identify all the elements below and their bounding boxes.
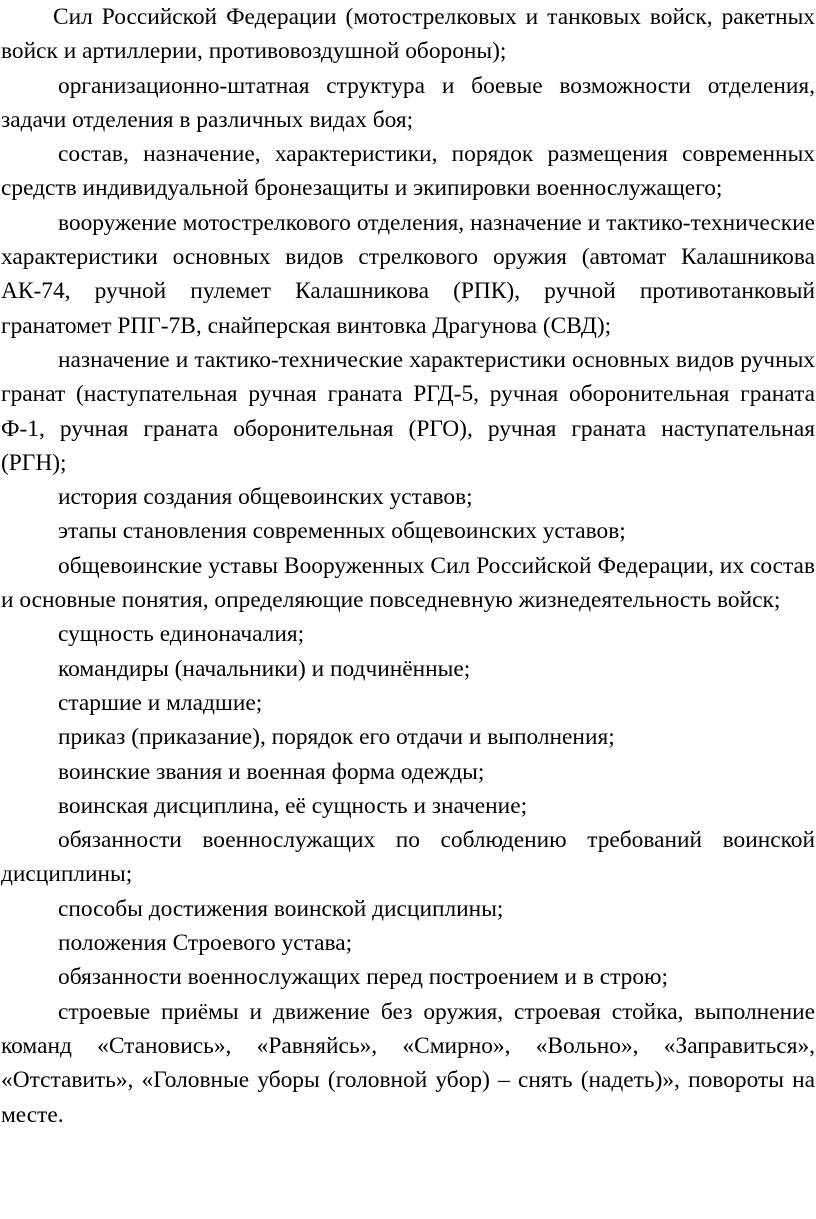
paragraph: вооружение мотострелкового отделения, назначение и тактико-технические характеристики основных видов стрелкового оружия (автомат Калашникова АК-74, ручной пулемет Калашникова (РПК), ручной противотанковый гранатомет РПГ-7В, снайперская винтовка Драгунова (СВД);: [1, 209, 815, 339]
paragraph: строевые приёмы и движение без оружия, строевая стойка, выполнение команд «Становись», «Равняйсь», «Смирно», «Вольно», «Заправиться», «Отставить», «Головные уборы (головной убор) – снять (надеть)», повороты на месте.: [1, 998, 815, 1128]
paragraph: старшие и младшие;: [58, 689, 263, 716]
paragraph: способы достижения воинской дисциплины;: [58, 895, 504, 922]
paragraph: назначение и тактико-технические характеристики основных видов ручных гранат (наступательная ручная граната РГД-5, ручная оборонительная граната Ф-1, ручная граната оборонительная (РГО), ручная граната наступательная (РГН);: [1, 346, 815, 476]
paragraph: приказ (приказание), порядок его отдачи и выполнения;: [58, 724, 615, 751]
paragraph: общевоинские уставы Вооруженных Сил Российской Федерации, их состав и основные понятия, определяющие повседневную жизнедеятельность войск;: [1, 552, 815, 614]
paragraph: история создания общевоинских уставов;: [58, 484, 473, 511]
paragraph: сущность единоначалия;: [58, 621, 305, 648]
paragraph: воинские звания и военная форма одежды;: [58, 758, 485, 785]
paragraph: обязанности военнослужащих по соблюдению требований воинской дисциплины;: [1, 827, 815, 888]
paragraph-continuation: Сил Российской Федерации (мотострелковых и танковых войск, ракетных войск и артиллерии, противовоздушной обороны);: [1, 4, 815, 65]
paragraph: этапы становления современных общевоинских уставов;: [58, 518, 626, 545]
paragraph: состав, назначение, характеристики, порядок размещения современных средств индивидуальной бронезащиты и экипировки военнослужащего;: [1, 141, 815, 202]
paragraph: положения Строевого устава;: [58, 930, 353, 957]
paragraph: командиры (начальники) и подчинённые;: [58, 655, 471, 682]
paragraph: организационно-штатная структура и боевые возможности отделения, задачи отделения в различных видах боя;: [1, 72, 815, 133]
paragraph: воинская дисциплина, её сущность и значение;: [58, 792, 528, 819]
paragraph: обязанности военнослужащих перед построением и в строю;: [58, 964, 669, 991]
